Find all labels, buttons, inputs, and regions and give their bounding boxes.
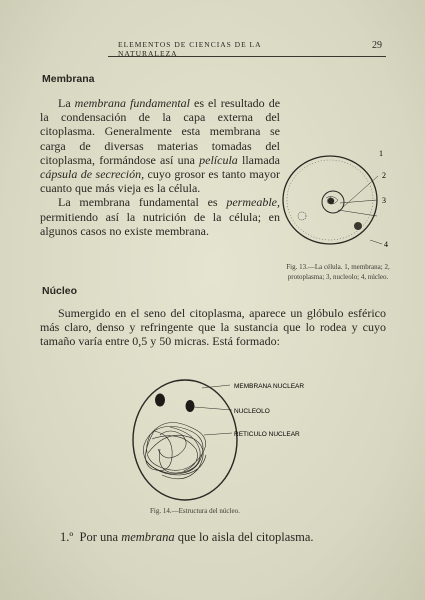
inclusion (354, 222, 362, 230)
fig14-caption: Fig. 14.—Estructura del núcleo. (150, 507, 240, 515)
emphasis-capsula: cápsula de secreción, (40, 167, 145, 182)
cell-diagram (280, 148, 400, 258)
emphasis-membrana-fundamental: membrana fundamental (74, 96, 191, 110)
pointer-line (194, 407, 232, 410)
text-run: Por una (79, 530, 122, 544)
nuclear-membrane (133, 380, 237, 500)
list-number: 1.º (60, 530, 74, 544)
nucleolus-2 (186, 400, 195, 412)
list-item-1 (60, 530, 390, 544)
running-title: ELEMENTOS DE CIENCIAS DE LA NATURALEZA (118, 40, 262, 58)
nucleo-paragraph (40, 306, 386, 349)
text-run: cuyo grosor es tanto mayor cuanto que más vieja es la célula. (40, 167, 280, 196)
fig13-label-3: 3 (382, 196, 386, 205)
nucleus-diagram (130, 375, 360, 505)
fig13-label-2: 2 (382, 171, 386, 180)
fig13-label-4: 4 (384, 240, 388, 249)
text-run: es el resultado de la condensación de la capa externa del citoplasma. Generalmente esta membrana se carga de diversas materias tomadas del citoplasma, formándose así una (40, 96, 280, 167)
nucleolus-1 (155, 394, 165, 407)
fig13-caption: Fig. 13.—La célula. 1, membrana; 2, protoplasma; 3, nucleolo; 4, núcleo. (286, 263, 390, 281)
label-reticulo-nuclear: RETICULO NUCLEAR (234, 431, 300, 438)
text-run: llamada (237, 152, 280, 167)
text-run: que lo aisla del citoplasma. (174, 530, 314, 544)
header-rule (108, 56, 386, 57)
membrana-column (40, 96, 280, 266)
heading-nucleo: Núcleo (42, 285, 78, 297)
text-run: Sumergido en el seno del citoplasma, aparece un glóbulo esférico más claro, denso y refringente que la sustancia que lo rodea y cuyo tamaño varía entre 0,5 y 50 micras. Está formado: (40, 306, 386, 349)
fig13-label-1: 1 (379, 149, 383, 158)
page-number: 29 (372, 40, 382, 51)
text-run: permitiendo así la nutrición de la célula; en algunos casos no existe membrana. (40, 209, 280, 238)
pointer-line (340, 200, 377, 203)
pointer-line (370, 240, 382, 244)
label-membrana-nuclear: MEMBRANA NUCLEAR (234, 383, 305, 390)
pointer-line (204, 433, 232, 435)
emphasis-membrana: membrana (121, 530, 175, 544)
pointer-line (338, 210, 377, 216)
vacuole (298, 212, 306, 220)
label-nucleolo: NUCLEOLO (234, 408, 270, 415)
heading-membrana: Membrana (42, 73, 95, 85)
emphasis-pelicula: película (199, 152, 238, 167)
pointer-line (342, 176, 378, 208)
text-run: La membrana fundamental es (58, 195, 227, 210)
emphasis-permeable: permeable, (226, 195, 280, 210)
nuclear-reticulum (144, 423, 207, 479)
text-run: La (58, 96, 75, 110)
